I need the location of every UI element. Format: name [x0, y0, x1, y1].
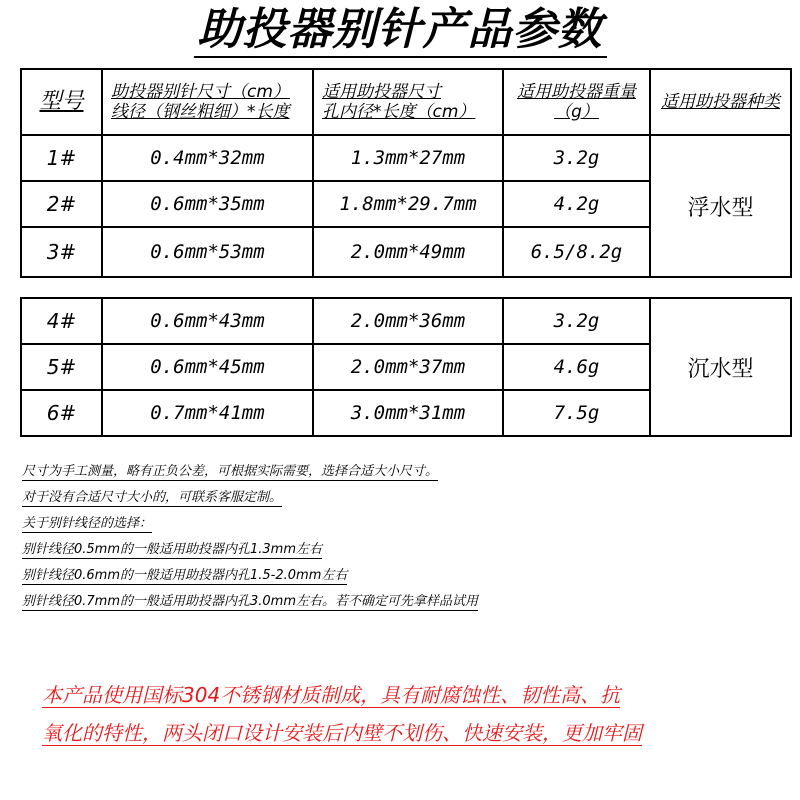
note-line: 别针线径0.5mm的一般适用助投器内孔1.3mm左右 [22, 542, 323, 557]
fit-size-cell: 2.0mm*36mm [313, 298, 503, 344]
weight-cell: 7.5g [503, 390, 650, 436]
header-model: 型号 [21, 69, 102, 135]
header-weight: 适用助投器重量 （g） [503, 69, 650, 135]
weight-cell: 3.2g [503, 298, 650, 344]
spec-table-floating [20, 68, 792, 278]
weight-cell: 6.5/8.2g [503, 227, 650, 277]
fit-size-cell: 2.0mm*37mm [313, 344, 503, 390]
note-line: 关于别针线径的选择： [22, 516, 153, 531]
pin-size-cell: 0.6mm*35mm [102, 181, 313, 227]
weight-cell: 3.2g [503, 135, 650, 181]
model-cell: 6# [21, 390, 102, 436]
weight-cell: 4.6g [503, 344, 650, 390]
page-title [0, 4, 800, 58]
note-line: 尺寸为手工测量，略有正负公差，可根据实际需要，选择合适大小尺寸。 [22, 464, 439, 479]
table-header-row [21, 69, 791, 135]
type-cell-sinking: 沉水型 [650, 298, 791, 436]
fit-size-cell: 1.3mm*27mm [313, 135, 503, 181]
table-row [21, 135, 791, 181]
weight-cell: 4.2g [503, 181, 650, 227]
material-highlight [42, 676, 782, 752]
table-row [21, 298, 791, 344]
model-cell: 3# [21, 227, 102, 277]
note-line: 别针线径0.7mm的一般适用助投器内孔3.0mm左右。若不确定可先拿样品试用 [22, 594, 479, 609]
page-title-text: 助投器别针产品参数 [194, 6, 607, 58]
header-pin-size: 助投器别针尺寸（cm） 线径（钢丝粗细）*长度 [102, 69, 313, 135]
pin-size-cell: 0.6mm*45mm [102, 344, 313, 390]
fit-size-cell: 2.0mm*49mm [313, 227, 503, 277]
note-line: 对于没有合适尺寸大小的，可联系客服定制。 [22, 490, 283, 505]
pin-size-cell: 0.6mm*43mm [102, 298, 313, 344]
highlight-line: 氧化的特性，两头闭口设计安装后内壁不划伤、快速安装，更加牢固 [42, 721, 642, 745]
model-cell: 1# [21, 135, 102, 181]
spec-table-sinking [20, 297, 792, 437]
model-cell: 4# [21, 298, 102, 344]
pin-size-cell: 0.6mm*53mm [102, 227, 313, 277]
model-cell: 5# [21, 344, 102, 390]
header-type: 适用助投器种类 [650, 69, 791, 135]
pin-size-cell: 0.4mm*32mm [102, 135, 313, 181]
notes-block [22, 462, 782, 618]
pin-size-cell: 0.7mm*41mm [102, 390, 313, 436]
header-fit-size: 适用助投器尺寸 孔内径*长度（cm） [313, 69, 503, 135]
fit-size-cell: 1.8mm*29.7mm [313, 181, 503, 227]
fit-size-cell: 3.0mm*31mm [313, 390, 503, 436]
model-cell: 2# [21, 181, 102, 227]
highlight-line: 本产品使用国标304不锈钢材质制成，具有耐腐蚀性、韧性高、抗 [42, 683, 621, 707]
type-cell-floating: 浮水型 [650, 135, 791, 277]
note-line: 别针线径0.6mm的一般适用助投器内孔1.5-2.0mm左右 [22, 568, 348, 583]
